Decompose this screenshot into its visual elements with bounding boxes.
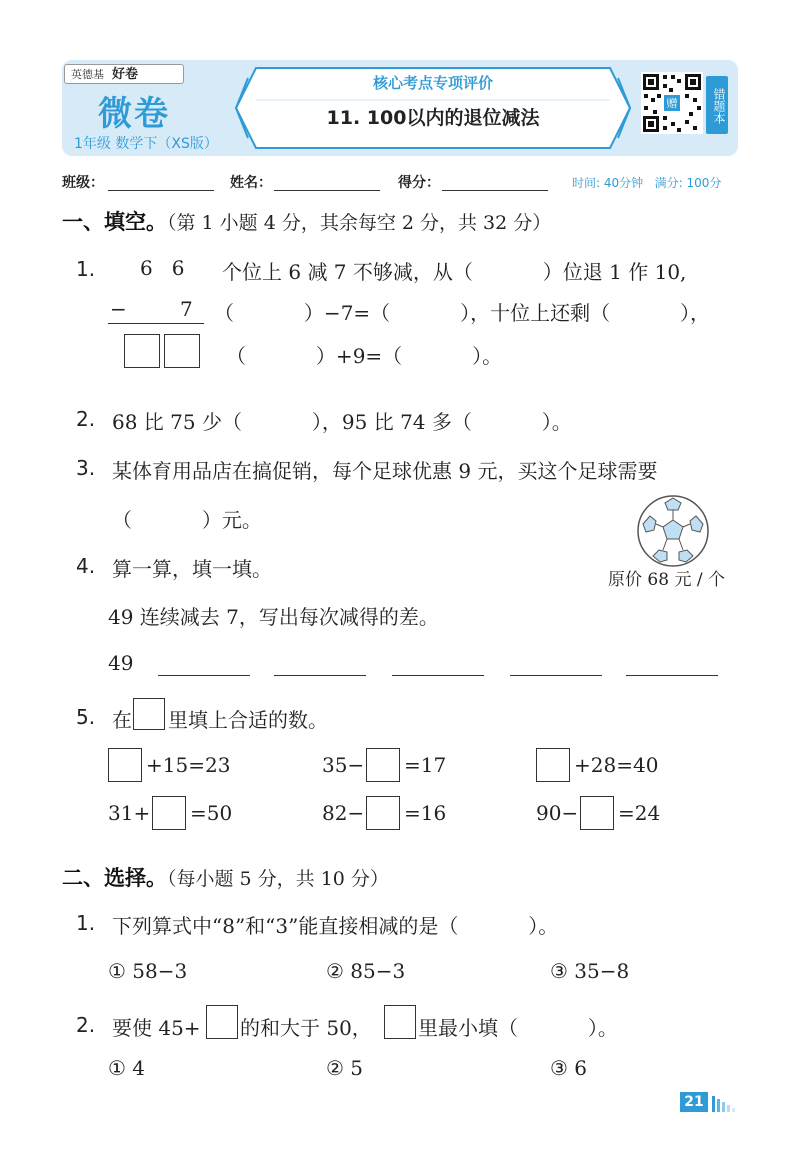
q1-answer-box-tens[interactable]: [124, 334, 160, 368]
series-title: 微卷: [98, 94, 170, 134]
q2-text: 68 比 75 少（ ），95 比 74 多（ ）。: [112, 410, 572, 434]
s2-q2-option-1[interactable]: ① 4: [108, 1056, 146, 1080]
section2-title: 二、选择。: [62, 866, 167, 890]
q5-eq5-pre: 82−: [322, 801, 365, 825]
q1-answer-box-ones[interactable]: [164, 334, 200, 368]
q5-eq5-post: =16: [404, 801, 447, 825]
q4-start: 49: [108, 651, 134, 675]
q5-eq2-post: =17: [404, 753, 447, 777]
s2-q2-number: 2.: [76, 1013, 96, 1037]
brand-name: 英德基: [71, 68, 104, 81]
q1-vertical-line: [108, 323, 204, 324]
q1-digits-top: 6 6: [140, 256, 185, 280]
name-field[interactable]: [274, 190, 380, 191]
q3-text: 某体育用品店在搞促销，每个足球优惠 9 元，买这个足球需要: [112, 459, 658, 483]
q5-box-3[interactable]: [536, 748, 570, 782]
q1-minus: −: [110, 297, 127, 321]
q5-eq4-pre: 31+: [108, 801, 151, 825]
q5-box-5[interactable]: [366, 796, 400, 830]
page-bars-icon: [712, 1094, 740, 1116]
q4-answer-1[interactable]: [158, 675, 250, 676]
q3-number: 3.: [76, 456, 96, 480]
q5-eq6-pre: 90−: [536, 801, 579, 825]
brand-name-2: 好卷: [112, 67, 139, 82]
s2-q2-box-2: [384, 1005, 416, 1039]
s2-q1-option-3[interactable]: ③ 35−8: [550, 959, 630, 983]
q4-number: 4.: [76, 554, 96, 578]
q5-box-2[interactable]: [366, 748, 400, 782]
q2-number: 2.: [76, 407, 96, 431]
q5-eq4-post: =50: [190, 801, 233, 825]
q5-eq3: +28=40: [574, 753, 659, 777]
q4-answer-5[interactable]: [626, 675, 718, 676]
q3-text2: （ ）元。: [112, 508, 262, 532]
s2-q2-option-2[interactable]: ② 5: [326, 1056, 364, 1080]
s2-q1-option-1[interactable]: ① 58−3: [108, 959, 188, 983]
q5-number: 5.: [76, 705, 96, 729]
q1-digit-bottom: 7: [180, 297, 193, 321]
qr-code-icon[interactable]: [641, 72, 703, 134]
q5-text-pre: 在: [112, 708, 132, 732]
q4-text2: 49 连续减去 7，写出每次减得的差。: [108, 605, 439, 629]
s2-q1-number: 1.: [76, 911, 96, 935]
class-label: 班级：: [62, 175, 104, 191]
full-score-label: 满分: 100分: [654, 176, 722, 190]
page-title: 11. 100以内的退位减法: [326, 107, 540, 129]
q1-line1: 个位上 6 减 7 不够减，从（ ）位退 1 作 10,: [222, 260, 687, 284]
q1-line2: （ ）−7=（ ），十位上还剩（ ），: [214, 301, 711, 325]
section2-heading: [62, 862, 389, 892]
name-label: 姓名：: [230, 175, 272, 191]
header-subtitle: 核心考点专项评价: [372, 74, 493, 92]
section1-note: （第 1 小题 4 分，其余每空 2 分，共 32 分）: [167, 212, 552, 234]
s2-q2-text-mid: 的和大于 50，: [240, 1016, 372, 1040]
s2-q1-option-2[interactable]: ② 85−3: [326, 959, 406, 983]
q4-text: 算一算，填一填。: [112, 557, 272, 581]
s2-q2-box-1: [206, 1005, 238, 1039]
s2-q2-text-post: 里最小填（ ）。: [418, 1016, 618, 1040]
section1-title: 一、填空。: [62, 210, 167, 234]
brand-logo: [64, 64, 184, 84]
q5-example-box: [133, 698, 165, 730]
class-field[interactable]: [108, 190, 214, 191]
soccer-ball-image: [636, 494, 710, 568]
q5-box-1[interactable]: [108, 748, 142, 782]
score-field[interactable]: [442, 190, 548, 191]
q5-eq2-pre: 35−: [322, 753, 365, 777]
q5-box-4[interactable]: [152, 796, 186, 830]
score-label: 得分：: [398, 175, 440, 191]
q4-answer-4[interactable]: [510, 675, 602, 676]
s2-q2-option-3[interactable]: ③ 6: [550, 1056, 588, 1080]
page-number: 21: [680, 1092, 708, 1112]
time-label: 时间: 40分钟: [572, 176, 644, 190]
q4-answer-3[interactable]: [392, 675, 484, 676]
s2-q2-text-pre: 要使 45+: [112, 1016, 201, 1040]
grade-label: 1年级 数学下（XS版）: [74, 136, 218, 152]
s2-q1-text: 下列算式中“8”和“3”能直接相减的是（ ）。: [112, 914, 559, 938]
ball-price: 原价 68 元 / 个: [608, 570, 725, 590]
q1-number: 1.: [76, 257, 96, 281]
q4-answer-2[interactable]: [274, 675, 366, 676]
wrong-question-book-tag[interactable]: 错题本: [706, 76, 728, 134]
q5-box-6[interactable]: [580, 796, 614, 830]
qr-badge: 赠: [666, 97, 678, 110]
q5-text-post: 里填上合适的数。: [168, 708, 328, 732]
q5-eq6-post: =24: [618, 801, 661, 825]
q5-eq1: +15=23: [146, 753, 231, 777]
q1-line3: （ ）+9=（ ）。: [226, 344, 503, 368]
time-info: [572, 174, 721, 191]
section1-heading: [62, 206, 551, 236]
section2-note: （每小题 5 分，共 10 分）: [167, 868, 389, 890]
